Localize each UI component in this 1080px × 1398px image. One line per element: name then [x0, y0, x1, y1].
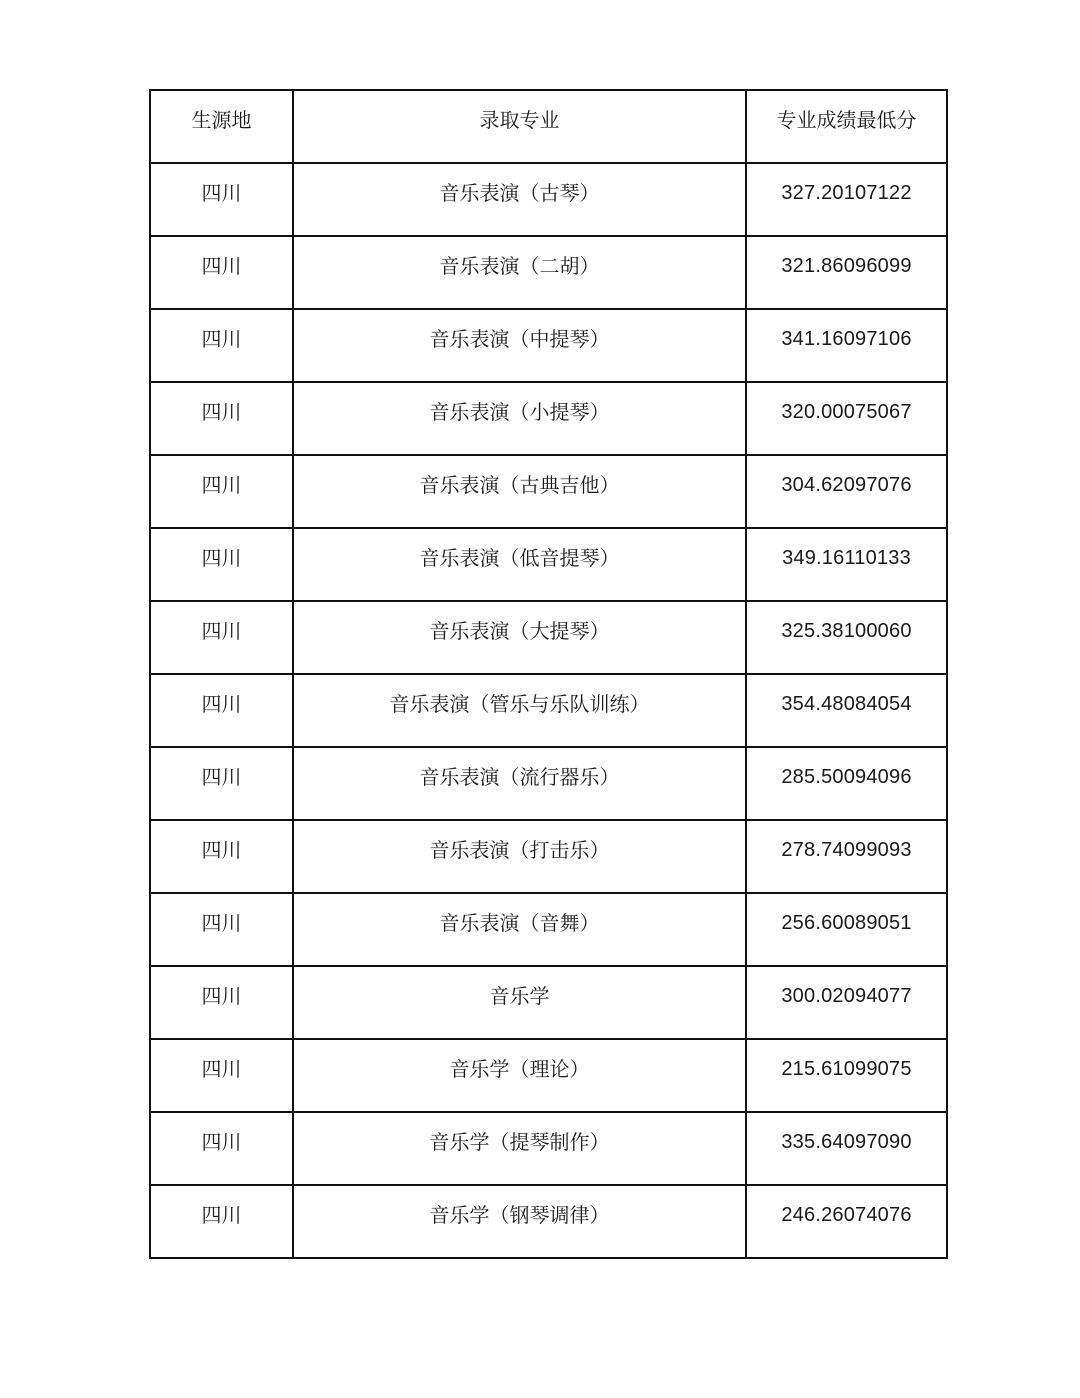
- cell-origin: 四川: [150, 820, 293, 893]
- cell-major: 音乐表演（二胡）: [293, 236, 746, 309]
- cell-origin: 四川: [150, 966, 293, 1039]
- cell-min-score: 256.60089051: [746, 893, 947, 966]
- cell-min-score: 215.61099075: [746, 1039, 947, 1112]
- cell-major: 音乐表演（古典吉他）: [293, 455, 746, 528]
- cell-origin: 四川: [150, 601, 293, 674]
- cell-origin: 四川: [150, 528, 293, 601]
- cell-origin: 四川: [150, 309, 293, 382]
- cell-major: 音乐表演（大提琴）: [293, 601, 746, 674]
- table-row: [150, 309, 947, 382]
- cell-min-score: 349.16110133: [746, 528, 947, 601]
- cell-major: 音乐表演（流行器乐）: [293, 747, 746, 820]
- table-header: [150, 90, 947, 163]
- table-row: [150, 1112, 947, 1185]
- cell-min-score: 335.64097090: [746, 1112, 947, 1185]
- cell-origin: 四川: [150, 455, 293, 528]
- table-row: [150, 455, 947, 528]
- cell-min-score: 354.48084054: [746, 674, 947, 747]
- cell-origin: 四川: [150, 893, 293, 966]
- table-row: [150, 820, 947, 893]
- cell-min-score: 327.20107122: [746, 163, 947, 236]
- cell-major: 音乐学（提琴制作）: [293, 1112, 746, 1185]
- cell-min-score: 325.38100060: [746, 601, 947, 674]
- cell-origin: 四川: [150, 1185, 293, 1258]
- cell-min-score: 304.62097076: [746, 455, 947, 528]
- table-row: [150, 601, 947, 674]
- cell-origin: 四川: [150, 674, 293, 747]
- cell-major: 音乐学（理论）: [293, 1039, 746, 1112]
- table-row: [150, 528, 947, 601]
- cell-origin: 四川: [150, 1039, 293, 1112]
- table-row: [150, 382, 947, 455]
- admission-score-table: [149, 89, 948, 1259]
- cell-origin: 四川: [150, 236, 293, 309]
- cell-min-score: 246.26074076: [746, 1185, 947, 1258]
- table-row: [150, 747, 947, 820]
- cell-origin: 四川: [150, 382, 293, 455]
- table-row: [150, 674, 947, 747]
- cell-major: 音乐表演（打击乐）: [293, 820, 746, 893]
- header-row: [150, 90, 947, 163]
- cell-origin: 四川: [150, 1112, 293, 1185]
- cell-major: 音乐表演（中提琴）: [293, 309, 746, 382]
- cell-min-score: 300.02094077: [746, 966, 947, 1039]
- table-row: [150, 966, 947, 1039]
- cell-major: 音乐学: [293, 966, 746, 1039]
- table-body: [150, 163, 947, 1258]
- cell-min-score: 321.86096099: [746, 236, 947, 309]
- header-origin: 生源地: [150, 90, 293, 163]
- cell-min-score: 320.00075067: [746, 382, 947, 455]
- cell-min-score: 278.74099093: [746, 820, 947, 893]
- cell-major: 音乐表演（管乐与乐队训练）: [293, 674, 746, 747]
- header-min-score: 专业成绩最低分: [746, 90, 947, 163]
- cell-major: 音乐表演（古琴）: [293, 163, 746, 236]
- cell-min-score: 285.50094096: [746, 747, 947, 820]
- cell-major: 音乐学（钢琴调律）: [293, 1185, 746, 1258]
- table-row: [150, 236, 947, 309]
- table-row: [150, 163, 947, 236]
- cell-major: 音乐表演（低音提琴）: [293, 528, 746, 601]
- table-row: [150, 893, 947, 966]
- cell-min-score: 341.16097106: [746, 309, 947, 382]
- cell-origin: 四川: [150, 747, 293, 820]
- table-row: [150, 1039, 947, 1112]
- table-row: [150, 1185, 947, 1258]
- cell-major: 音乐表演（音舞）: [293, 893, 746, 966]
- cell-origin: 四川: [150, 163, 293, 236]
- header-major: 录取专业: [293, 90, 746, 163]
- cell-major: 音乐表演（小提琴）: [293, 382, 746, 455]
